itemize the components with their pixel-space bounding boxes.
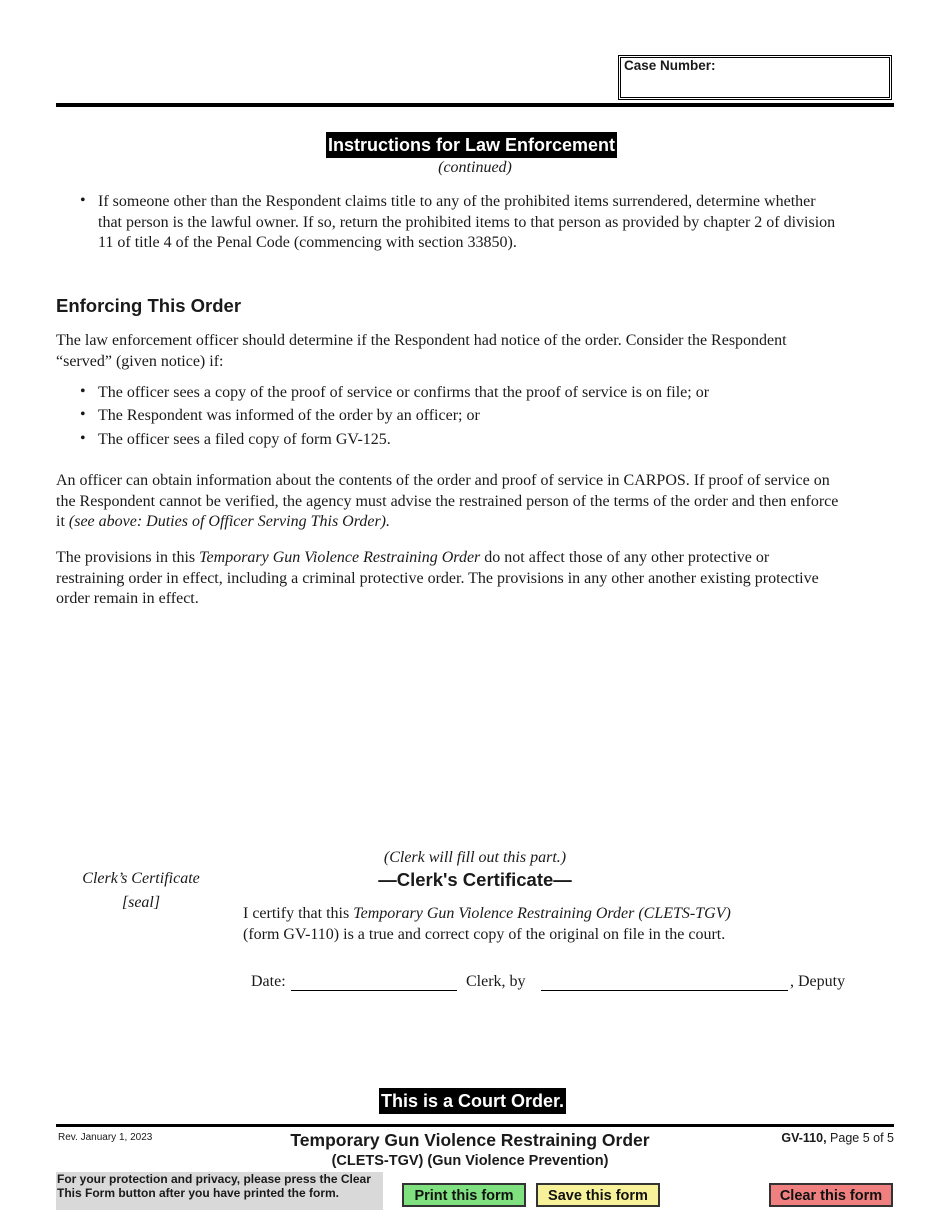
- para-line: An officer can obtain information about the contents of the order and proof of service in CARPOS. If proof of service on: [56, 472, 830, 489]
- para-line: the Respondent cannot be verified, the agency must advise the restrained person of the terms of the order and then enforce: [56, 492, 839, 510]
- para-line: The law enforcement officer should determine if the Respondent had notice of the order. Consider the Respondent: [56, 332, 787, 349]
- bullet-marker: •: [80, 406, 86, 423]
- date-field[interactable]: [291, 990, 457, 991]
- clerk-by-label: Clerk, by: [466, 973, 526, 990]
- clerk-certification-text: [243, 904, 843, 945]
- enforcing-bullet-2: The Respondent was informed of the order by an officer; or: [98, 407, 480, 424]
- bullet-marker: •: [80, 430, 86, 447]
- clerk-certificate-title: —Clerk's Certificate—: [378, 869, 572, 890]
- intro-line: that person is the lawful owner. If so, return the prohibited items to that person as provided by chapter 2 of division: [98, 213, 836, 231]
- para-text: I certify that this: [243, 905, 350, 922]
- para-italic: (see above: Duties of Officer Serving This Order).: [68, 513, 391, 531]
- para-line: (form GV-110) is a true and correct copy of the original on file in the court.: [243, 925, 726, 943]
- privacy-line: For your protection and privacy, please press the Clear: [57, 1172, 371, 1186]
- para-text: The provisions in this: [56, 549, 196, 566]
- print-form-button[interactable]: Print this form: [402, 1183, 526, 1207]
- enforcing-bullet-1: The officer sees a copy of the proof of service or confirms that the proof of service is on file; or: [98, 384, 710, 401]
- page-number: Page 5 of 5: [830, 1131, 894, 1145]
- revision-date: Rev. January 1, 2023: [58, 1132, 153, 1143]
- header-rule: [56, 103, 894, 107]
- para-line: restraining order in effect, including a criminal protective order. The provisions in any other another existing protective: [56, 569, 819, 587]
- para-line: order remain in effect.: [56, 590, 199, 608]
- bullet-marker: •: [80, 192, 86, 209]
- intro-bullet-text: [98, 192, 898, 254]
- footer-subtitle: (CLETS-TGV) (Gun Violence Prevention): [331, 1153, 609, 1169]
- enforcing-para-3: [56, 548, 936, 610]
- footer-title: Temporary Gun Violence Restraining Order: [290, 1130, 650, 1150]
- para-line: “served” (given notice) if:: [56, 352, 224, 370]
- deputy-label: , Deputy: [790, 973, 846, 990]
- para-line: [56, 512, 936, 533]
- enforcing-title: Enforcing This Order: [56, 295, 242, 316]
- para-italic: Temporary Gun Violence Restraining Order: [199, 549, 481, 566]
- form-id: GV-110,: [781, 1131, 827, 1145]
- date-label: Date:: [251, 973, 286, 990]
- intro-line: 11 of title 4 of the Penal Code (commencing with section 33850).: [98, 234, 517, 252]
- para-text: do not affect those of any other protective or: [484, 549, 770, 566]
- save-form-button[interactable]: Save this form: [536, 1183, 660, 1207]
- enforcing-bullet-3: The officer sees a filed copy of form GV-125.: [98, 431, 391, 448]
- clerk-note: (Clerk will fill out this part.): [383, 849, 567, 866]
- bullet-marker: •: [80, 383, 86, 400]
- clerk-seal: [seal]: [121, 894, 161, 911]
- clerk-signature-field[interactable]: [541, 990, 788, 991]
- intro-line: If someone other than the Respondent claims title to any of the prohibited items surrendered, determine whether: [98, 193, 816, 210]
- form-page-info: [781, 1131, 894, 1145]
- para-italic: Temporary Gun Violence Restraining Order (CLETS-TGV): [353, 905, 731, 922]
- continued-label: (continued): [438, 159, 512, 176]
- enforcing-para-1: [56, 331, 916, 372]
- para-line: [243, 904, 843, 925]
- case-number-label: Case Number:: [624, 58, 716, 73]
- court-order-banner: This is a Court Order.: [379, 1088, 566, 1114]
- footer-rule: [56, 1124, 894, 1127]
- case-number-box[interactable]: [618, 55, 892, 100]
- para-text: it: [56, 513, 65, 531]
- clear-form-button[interactable]: Clear this form: [769, 1183, 893, 1207]
- privacy-notice: [56, 1172, 383, 1210]
- enforcing-para-2: [56, 471, 936, 533]
- privacy-line: This Form button after you have printed the form.: [57, 1186, 340, 1200]
- clerk-side-title: Clerk’s Certificate: [82, 870, 200, 887]
- section-heading: Instructions for Law Enforcement: [326, 132, 617, 158]
- para-line: [56, 548, 936, 569]
